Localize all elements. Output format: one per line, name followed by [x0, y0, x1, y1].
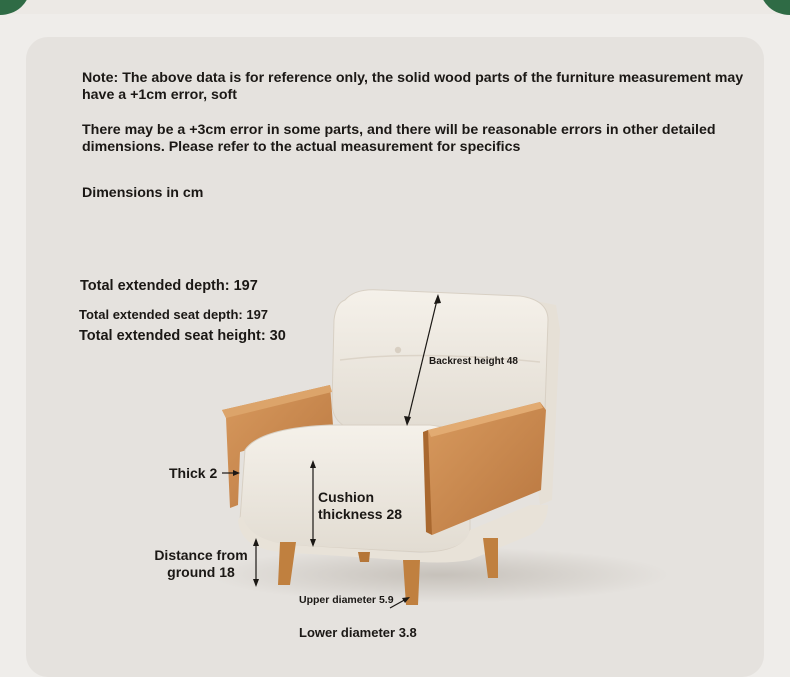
- label-backrest-height: Backrest height 48: [429, 356, 518, 367]
- note-tolerance-wood: Note: The above data is for reference only, the solid wood parts of the furniture measurement may have a +1cm error, soft: [82, 70, 744, 103]
- spec-extended-seat-depth: Total extended seat depth: 197: [79, 307, 269, 322]
- label-cushion-thickness: Cushion thickness 28: [318, 489, 403, 522]
- label-ground-distance: Distance from ground 18: [154, 547, 248, 580]
- label-lower-diameter: Lower diameter 3.8: [299, 625, 417, 640]
- note-units: Dimensions in cm: [82, 185, 204, 201]
- note-tolerance-parts: There may be a +3cm error in some parts, and there will be reasonable errors in other detailed dimensions. Please refer to the actual measurement for specifics: [82, 122, 716, 155]
- backrest-button: [395, 347, 401, 353]
- spec-extended-depth: Total extended depth: 197: [80, 278, 258, 294]
- spec-extended-seat-height: Total extended seat height: 30: [79, 328, 286, 344]
- label-upper-diameter: Upper diameter 5.9: [299, 594, 394, 606]
- label-thick: Thick 2: [169, 465, 218, 481]
- leg-back-left: [358, 552, 370, 562]
